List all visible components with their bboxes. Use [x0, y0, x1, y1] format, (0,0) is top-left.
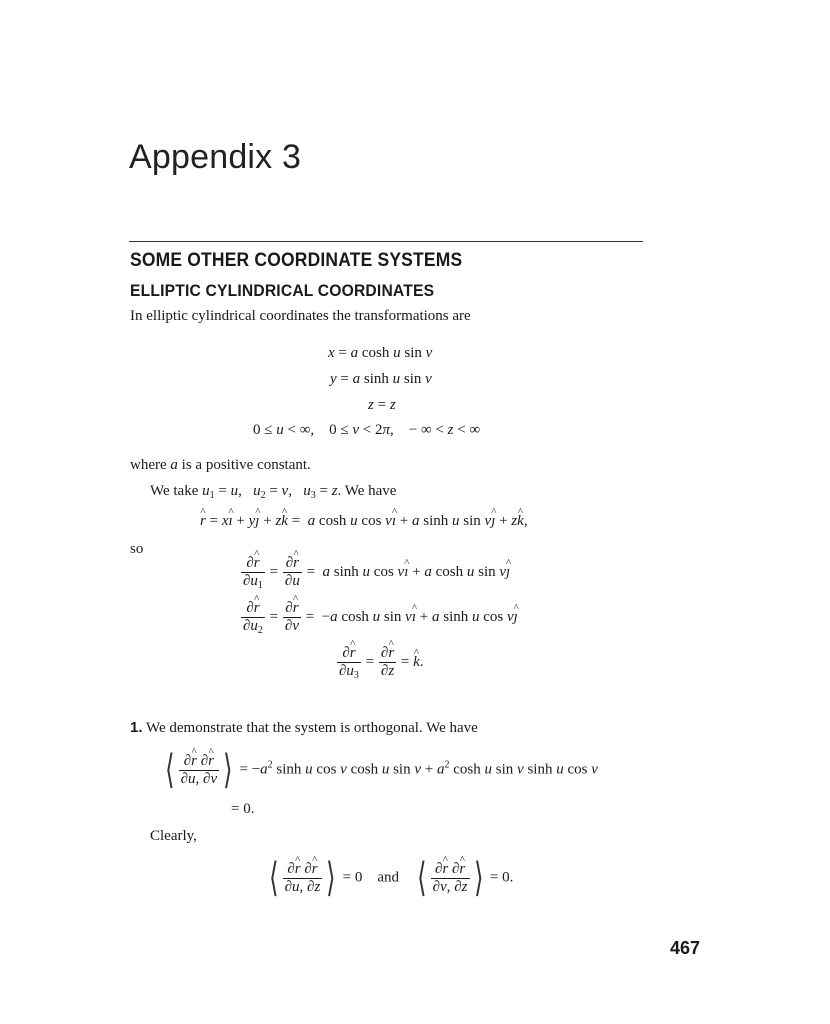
- equation-dr-du: $\frac{\partial\^{} r}{\partial u_1}$ = $\frac{\partial\^{} r}{\partial u}$ = a sinh u cos v^ ı + a cosh u sin v^ ȷ: [240, 555, 510, 590]
- so-word: so: [130, 541, 144, 557]
- intro-paragraph: In elliptic cylindrical coordinates the transformations are: [130, 308, 471, 324]
- equation-orthogonality-uz-vz: ⟨ $\frac{\partial\^{} r \partial\^{} r}{\partial u, \partial z}$ ⟩ = 0 and ⟨ $\frac{\partial\^{} r \partial\^{} r}{\partial v, \partial z}$ ⟩ = 0.: [266, 858, 513, 898]
- equation-z: z = z: [368, 397, 396, 413]
- we-take-paragraph: We take $u_1 = u$, $u_2 = v$, $u_3 = z$. We have: [150, 483, 397, 501]
- equation-y: y = a sinh u sin v: [330, 371, 432, 387]
- section-rule: [129, 241, 643, 242]
- equation-x: x = a cosh u sin v: [328, 345, 433, 361]
- where-paragraph: where a is a positive constant.: [130, 457, 311, 473]
- section-title: SOME OTHER COORDINATE SYSTEMS: [130, 250, 463, 271]
- equation-dr-dz: $\frac{\partial\^{} r}{\partial u_3}$ = $\frac{\partial\^{} r}{\partial z}$ = ^ k.: [336, 645, 424, 680]
- subsection-title: ELLIPTIC CYLINDRICAL COORDINATES: [130, 281, 435, 300]
- clearly-word: Clearly,: [150, 828, 197, 844]
- page-number: 467: [670, 938, 701, 958]
- equation-orthogonality-uv: ⟨ $\frac{\partial\^{} r \partial\^{} r}{\partial u, \partial v}$ ⟩ = $-a^2$ sinh u cos v cosh u $\sin v + a^2$ cosh u sin v sinh u cos v: [162, 750, 598, 790]
- item-1-paragraph: 1. We demonstrate that the system is orthogonal. We have: [130, 719, 478, 736]
- equation-ranges: 0 ≤ u < ∞, 0 ≤ v < 2π, − ∞ < z < ∞: [253, 422, 481, 438]
- equation-position-vector: ^ r = x^ ı + y^ ȷ + z^ k = a cosh u cos v^ ı + a sinh u sin v^ ȷ + z^ k,: [200, 512, 528, 530]
- equation-result-zero: = 0.: [231, 801, 255, 817]
- appendix-title: Appendix 3: [129, 138, 302, 176]
- equation-dr-dv: $\frac{\partial\^{} r}{\partial u_2}$ = $\frac{\partial\^{} r}{\partial v}$ = −a cosh u sin v^ ı + a sinh u cos v^ ȷ: [240, 600, 518, 635]
